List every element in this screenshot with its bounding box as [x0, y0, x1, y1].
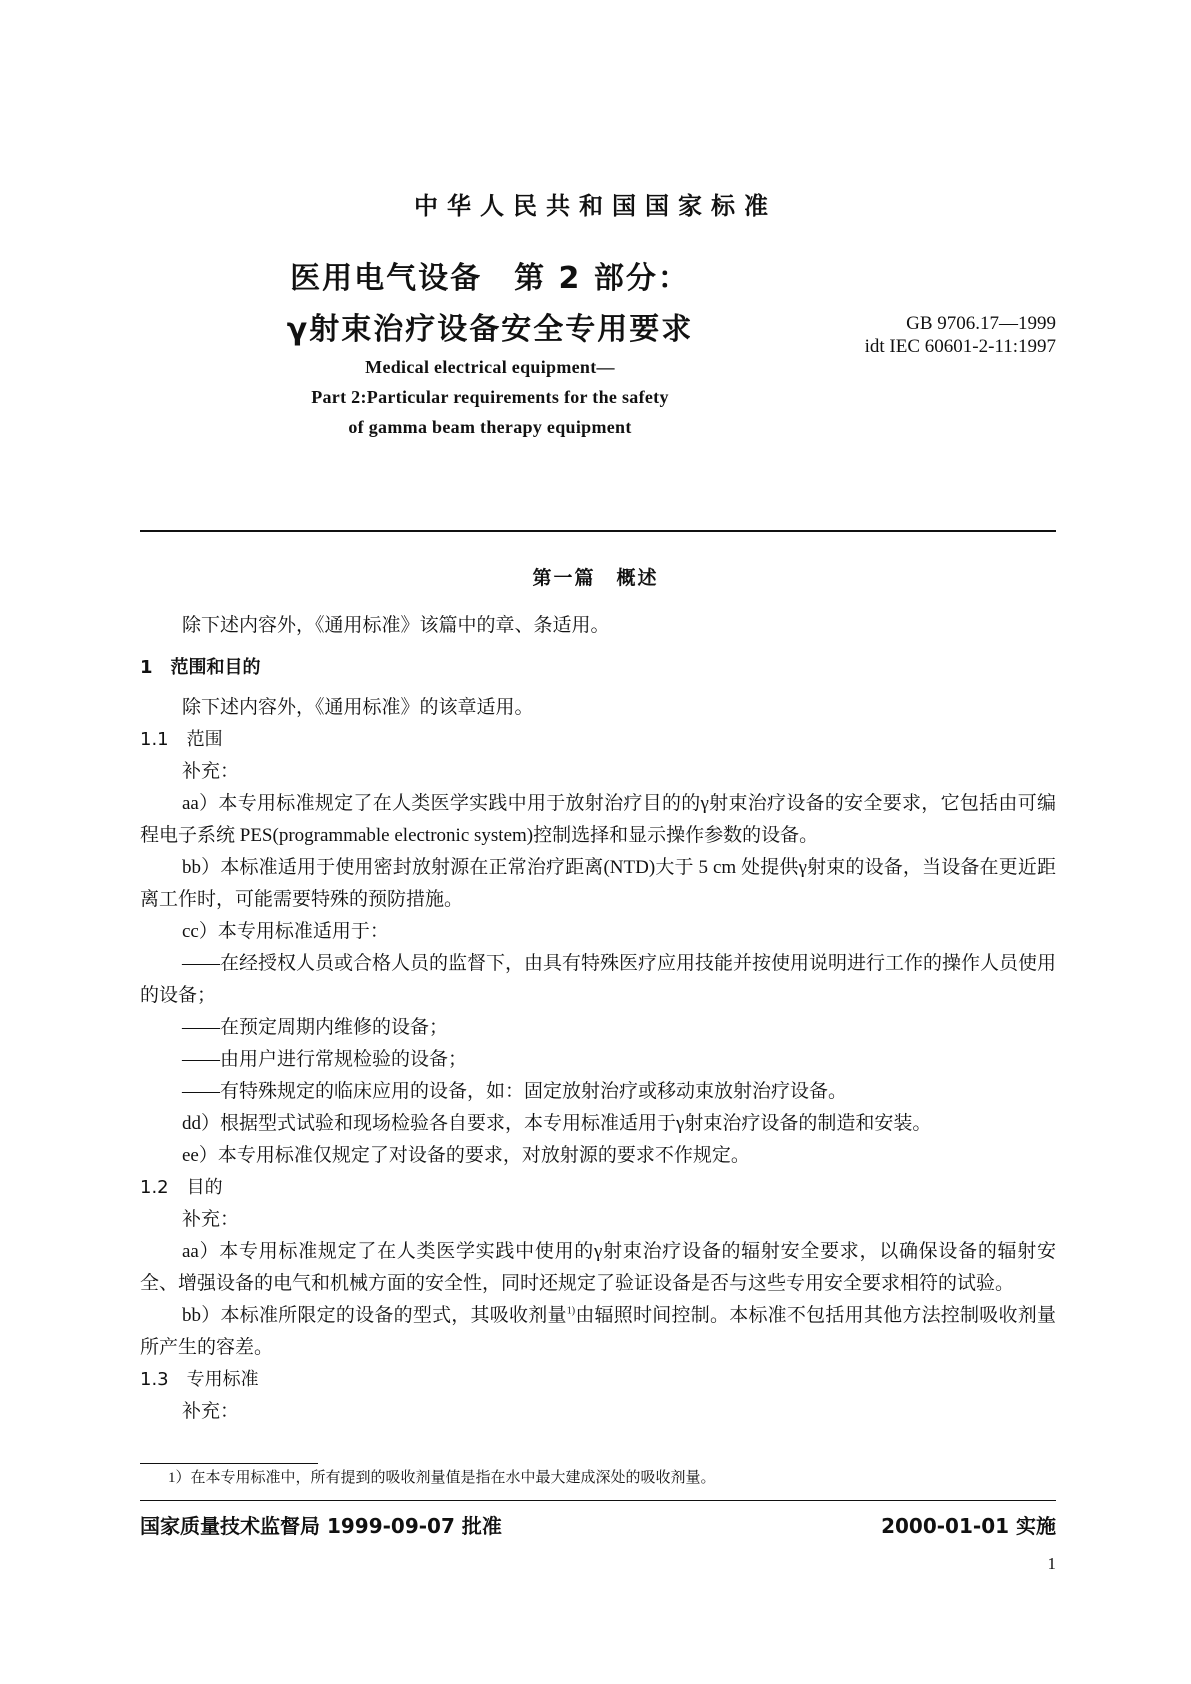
title-zh-line1: 医用电气设备 第 2 部分：: [290, 261, 690, 296]
part-intro: 除下述内容外，《通用标准》该篇中的章、条适用。: [182, 615, 610, 636]
approval-date: 国家质量技术监督局 1999-09-07 批准: [140, 1514, 502, 1538]
title-zh-line2: γ射束治疗设备安全专用要求: [286, 312, 694, 347]
list-item: ——在经授权人员或合格人员的监督下，由具有特殊医疗应用技能并按使用说明进行工作的操作人员使用的设备；: [140, 953, 1057, 1006]
section-1-2-bb-text-cont: 由辐照时间控制。本标准不包括用其他方法控制吸收剂量所产生的容差。: [140, 1305, 1056, 1358]
list-item: ——在预定周期内维修的设备；: [182, 1017, 449, 1038]
page-number: 1: [1047, 1554, 1056, 1573]
implementation-date: 2000-01-01 实施: [881, 1514, 1056, 1538]
footnote-divider: [140, 1463, 318, 1464]
section-1-1-dd: dd）根据型式试验和现场检验各自要求，本专用标准适用于γ射束治疗设备的制造和安装。: [182, 1113, 932, 1134]
part-title: 第一篇 概述: [532, 567, 659, 589]
section-1-2-heading: 1.2 目的: [140, 1177, 223, 1198]
section-1-2-bb-text: bb）本标准所限定的设备的型式，其吸收剂量: [182, 1305, 567, 1326]
section-1-1-ee: ee）本专用标准仅规定了对设备的要求，对放射源的要求不作规定。: [182, 1145, 750, 1166]
section-1-2-aa: aa）本专用标准规定了在人类医学实践中使用的γ射束治疗设备的辐射安全要求，以确保设备的辐射安全、增强设备的电气和机械方面的安全性，同时还规定了验证设备是否与这些专用安全要求相符的试验。: [140, 1241, 1056, 1294]
footnote-ref: 1): [566, 1305, 576, 1317]
section-1-1-cc: cc）本专用标准适用于：: [182, 921, 389, 942]
section-1-1-aa: aa）本专用标准规定了在人类医学实践中用于放射治疗目的的γ射束治疗设备的安全要求，它包括由可编程电子系统 PES(programmable electronic system)控制选择和显示操作参数的设备。: [140, 793, 1056, 846]
section-1-3-supplement: 补充：: [182, 1401, 240, 1422]
section-1-intro: 除下述内容外，《通用标准》的该章适用。: [182, 697, 534, 718]
section-1-1-bb: bb）本标准适用于使用密封放射源在正常治疗距离(NTD)大于 5 cm 处提供γ射束的设备，当设备在更近距离工作时，可能需要特殊的预防措施。: [140, 857, 1056, 910]
national-standard-header: 中华人民共和国国家标准: [414, 192, 777, 220]
list-item: ——由用户进行常规检验的设备；: [182, 1049, 468, 1070]
section-1-3-heading: 1.3 专用标准: [140, 1369, 259, 1390]
footnote: 1）在本专用标准中，所有提到的吸收剂量值是指在水中最大建成深处的吸收剂量。: [168, 1470, 716, 1486]
title-en-line1: Medical electrical equipment—: [365, 357, 615, 377]
section-1-1-supplement: 补充：: [182, 761, 240, 782]
list-item: ——有特殊规定的临床应用的设备，如：固定放射治疗或移动束放射治疗设备。: [182, 1081, 848, 1102]
section-1-2-supplement: 补充：: [182, 1209, 240, 1230]
standard-idt: idt IEC 60601-2-11:1997: [864, 336, 1056, 357]
header-divider: [140, 530, 1056, 532]
standard-code-block: [760, 312, 1056, 358]
document-body: [140, 610, 1056, 1428]
section-1-heading: 1 范围和目的: [140, 657, 261, 678]
title-en-line2: Part 2:Particular requirements for the safety: [311, 387, 669, 407]
section-1-2-bb: [140, 1300, 1056, 1364]
footer-divider: [140, 1500, 1056, 1501]
section-1-1-heading: 1.1 范围: [140, 729, 223, 750]
title-en-line3: of gamma beam therapy equipment: [348, 417, 632, 437]
standard-code: GB 9706.17—1999: [906, 313, 1056, 334]
